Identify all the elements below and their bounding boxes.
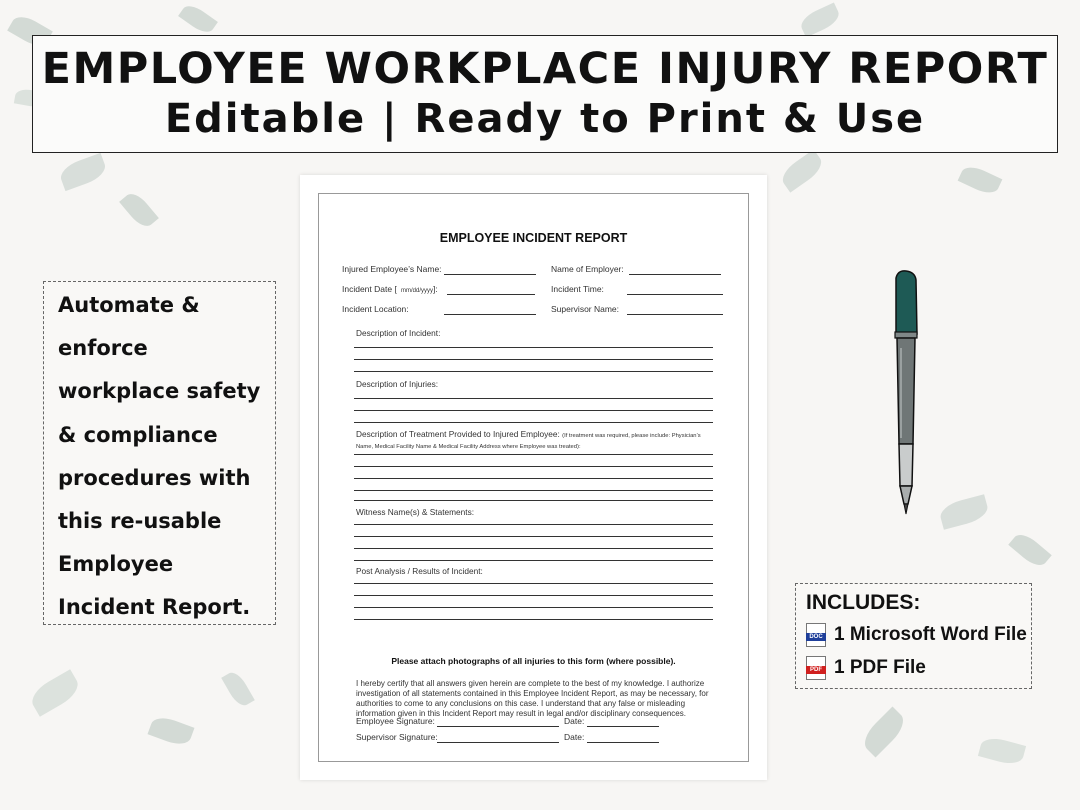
employer-label: Name of Employer: [551, 264, 624, 274]
includes-item-label: 1 Microsoft Word File [834, 624, 1027, 645]
feature-blurb: Automate & enforce workplace safety & compliance procedures with this re-usable Employee Incident Report. [58, 293, 261, 620]
supervisor-signature-line [437, 742, 559, 743]
section-treatment: Description of Treatment Provided to Injured Employee: (If treatment was required, please include: Physician’s Name, Medical Facility Name & Medical Facility Address where Employee was treated): [356, 429, 701, 450]
section-description-injuries: Description of Injuries: [356, 379, 439, 389]
word-doc-icon: DOC [806, 623, 826, 647]
employee-signature-label: Employee Signature: [356, 716, 435, 726]
date-format-label: mm/dd/yyyy]: [401, 284, 438, 294]
includes-item-word [806, 623, 1027, 647]
includes-item-label: 1 PDF File [834, 657, 926, 678]
employee-signature-line [437, 726, 559, 727]
injured-name-label: Injured Employee’s Name: [342, 264, 442, 274]
attach-photos-note: Please attach photographs of all injuries to this form (where possible). [391, 656, 676, 666]
supervisor-date-line [587, 742, 659, 743]
employee-date-line [587, 726, 659, 727]
section-witness: Witness Name(s) & Statements: [356, 507, 475, 517]
includes-item-pdf [806, 656, 926, 680]
injured-name-line [444, 274, 536, 275]
pen-icon [886, 268, 926, 518]
section-post-analysis: Post Analysis / Results of Incident: [356, 566, 483, 576]
feature-blurb-box [43, 281, 276, 625]
document-title: EMPLOYEE INCIDENT REPORT [439, 231, 628, 245]
employer-line [629, 274, 721, 275]
incident-date-label: Incident Date [ [342, 284, 397, 294]
certification-text: I hereby certify that all answers given herein are complete to the best of my knowledge. I authorize investigation of all statements contained in this Employee Incident Report, as may be necessary, for authorities to come to any conclusions on this case. I understand that any false or misleading information given in this Incident Report may result in legal and/or disciplinary consequences. [356, 679, 709, 718]
incident-time-line [627, 294, 723, 295]
page-title: EMPLOYEE WORKPLACE INJURY REPORT [41, 44, 1049, 94]
pdf-file-icon: PDF [806, 656, 826, 680]
supervisor-signature-label: Supervisor Signature: [356, 732, 438, 742]
incident-time-label: Incident Time: [551, 284, 604, 294]
incident-date-line [447, 294, 535, 295]
supervisor-line [627, 314, 723, 315]
location-line [444, 314, 536, 315]
employee-date-label: Date: [564, 716, 585, 726]
document-page [318, 193, 749, 762]
includes-box [795, 583, 1032, 689]
includes-heading: INCLUDES: [806, 591, 921, 614]
supervisor-date-label: Date: [564, 732, 585, 742]
location-label: Incident Location: [342, 304, 409, 314]
supervisor-label: Supervisor Name: [551, 304, 620, 314]
page-subtitle: Editable | Ready to Print & Use [164, 96, 926, 142]
document-preview [300, 175, 767, 780]
section-description-incident: Description of Incident: [356, 328, 441, 338]
header-banner [32, 35, 1058, 153]
